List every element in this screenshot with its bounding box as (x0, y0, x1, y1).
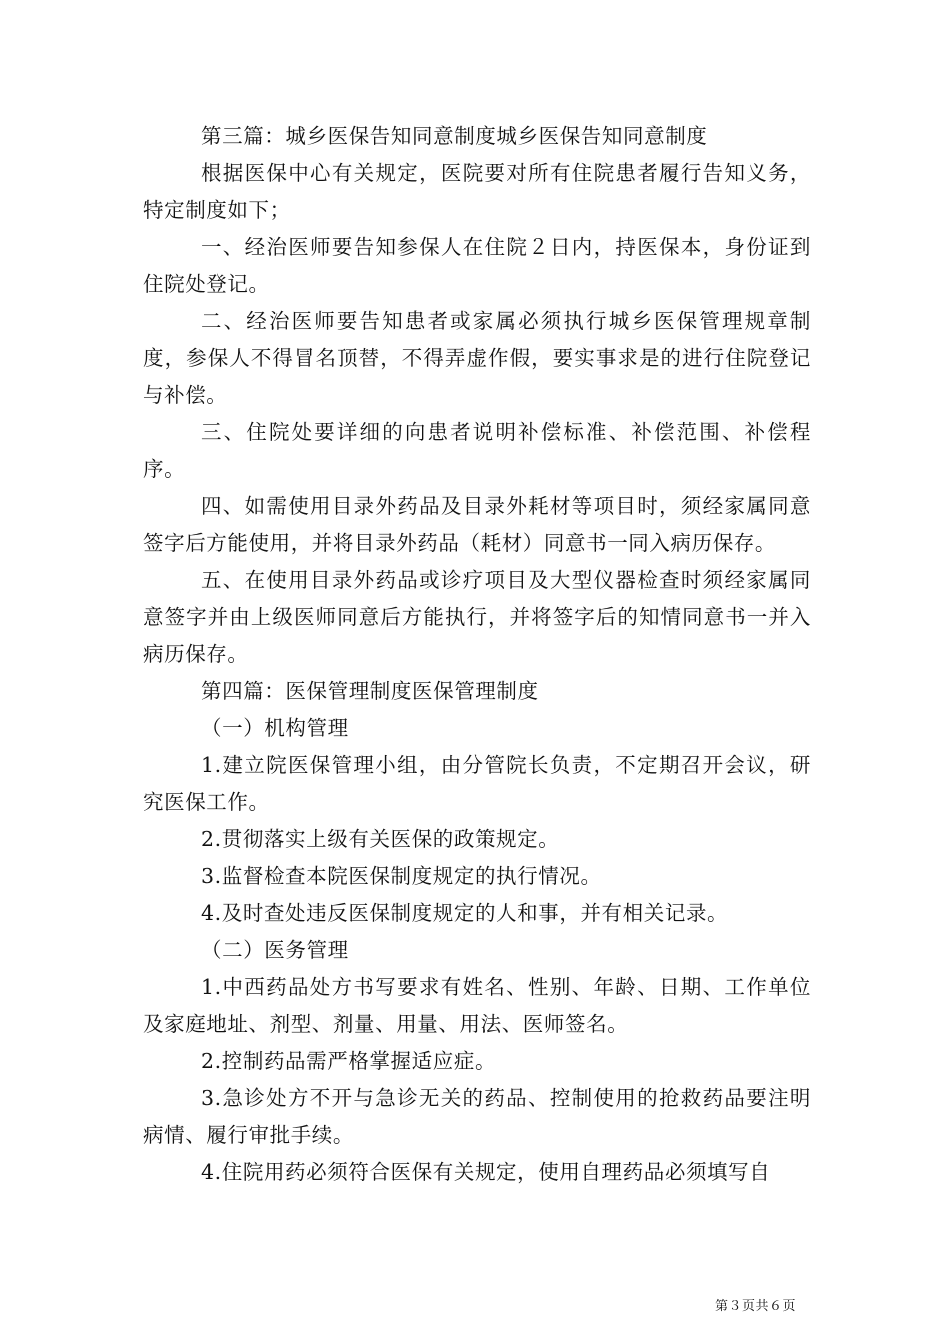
list-item: 1.中西药品处方书写要求有姓名、性别、年龄、日期、工作单位及家庭地址、剂型、剂量、用量、用法、医师签名。 (143, 975, 811, 1036)
paragraph: 一、经治医师要告知参保人在住院２日内，持医保本，身份证到住院处登记。 (143, 235, 811, 296)
list-item: 4.住院用药必须符合医保有关规定，使用自理药品必须填写自 (201, 1160, 771, 1184)
section-heading-4: 第四篇：医保管理制度医保管理制度 (201, 679, 539, 703)
subsection-heading: （二）医务管理 (201, 938, 349, 962)
list-item: 1.建立院医保管理小组，由分管院长负责，不定期召开会议，研究医保工作。 (143, 753, 811, 814)
subsection-heading: （一）机构管理 (201, 716, 349, 740)
paragraph: 四、如需使用目录外药品及目录外耗材等项目时，须经家属同意签字后方能使用，并将目录外药品（耗材）同意书一同入病历保存。 (143, 494, 811, 555)
page-number: 第３页共６页 (715, 1299, 797, 1314)
paragraph: 根据医保中心有关规定，医院要对所有住院患者履行告知义务，特定制度如下； (143, 161, 811, 222)
list-item: 2.贯彻落实上级有关医保的政策规定。 (201, 827, 560, 851)
document-body (143, 118, 811, 1191)
list-item: 2.控制药品需严格掌握适应症。 (201, 1049, 497, 1073)
section-heading-3: 第三篇：城乡医保告知同意制度城乡医保告知同意制度 (201, 124, 708, 148)
paragraph: 二、经治医师要告知患者或家属必须执行城乡医保管理规章制度，参保人不得冒名顶替，不得弄虚作假，要实事求是的进行住院登记与补偿。 (143, 309, 811, 407)
list-item: 3.急诊处方不开与急诊无关的药品、控制使用的抢救药品要注明病情、履行审批手续。 (143, 1086, 811, 1147)
paragraph: 三、住院处要详细的向患者说明补偿标准、补偿范围、补偿程序。 (143, 420, 811, 481)
paragraph: 五、在使用目录外药品或诊疗项目及大型仪器检查时须经家属同意签字并由上级医师同意后方能执行，并将签字后的知情同意书一并入病历保存。 (143, 568, 811, 666)
list-item: 3.监督检查本院医保制度规定的执行情况。 (201, 864, 602, 888)
list-item: 4.及时查处违反医保制度规定的人和事，并有相关记录。 (201, 901, 729, 925)
